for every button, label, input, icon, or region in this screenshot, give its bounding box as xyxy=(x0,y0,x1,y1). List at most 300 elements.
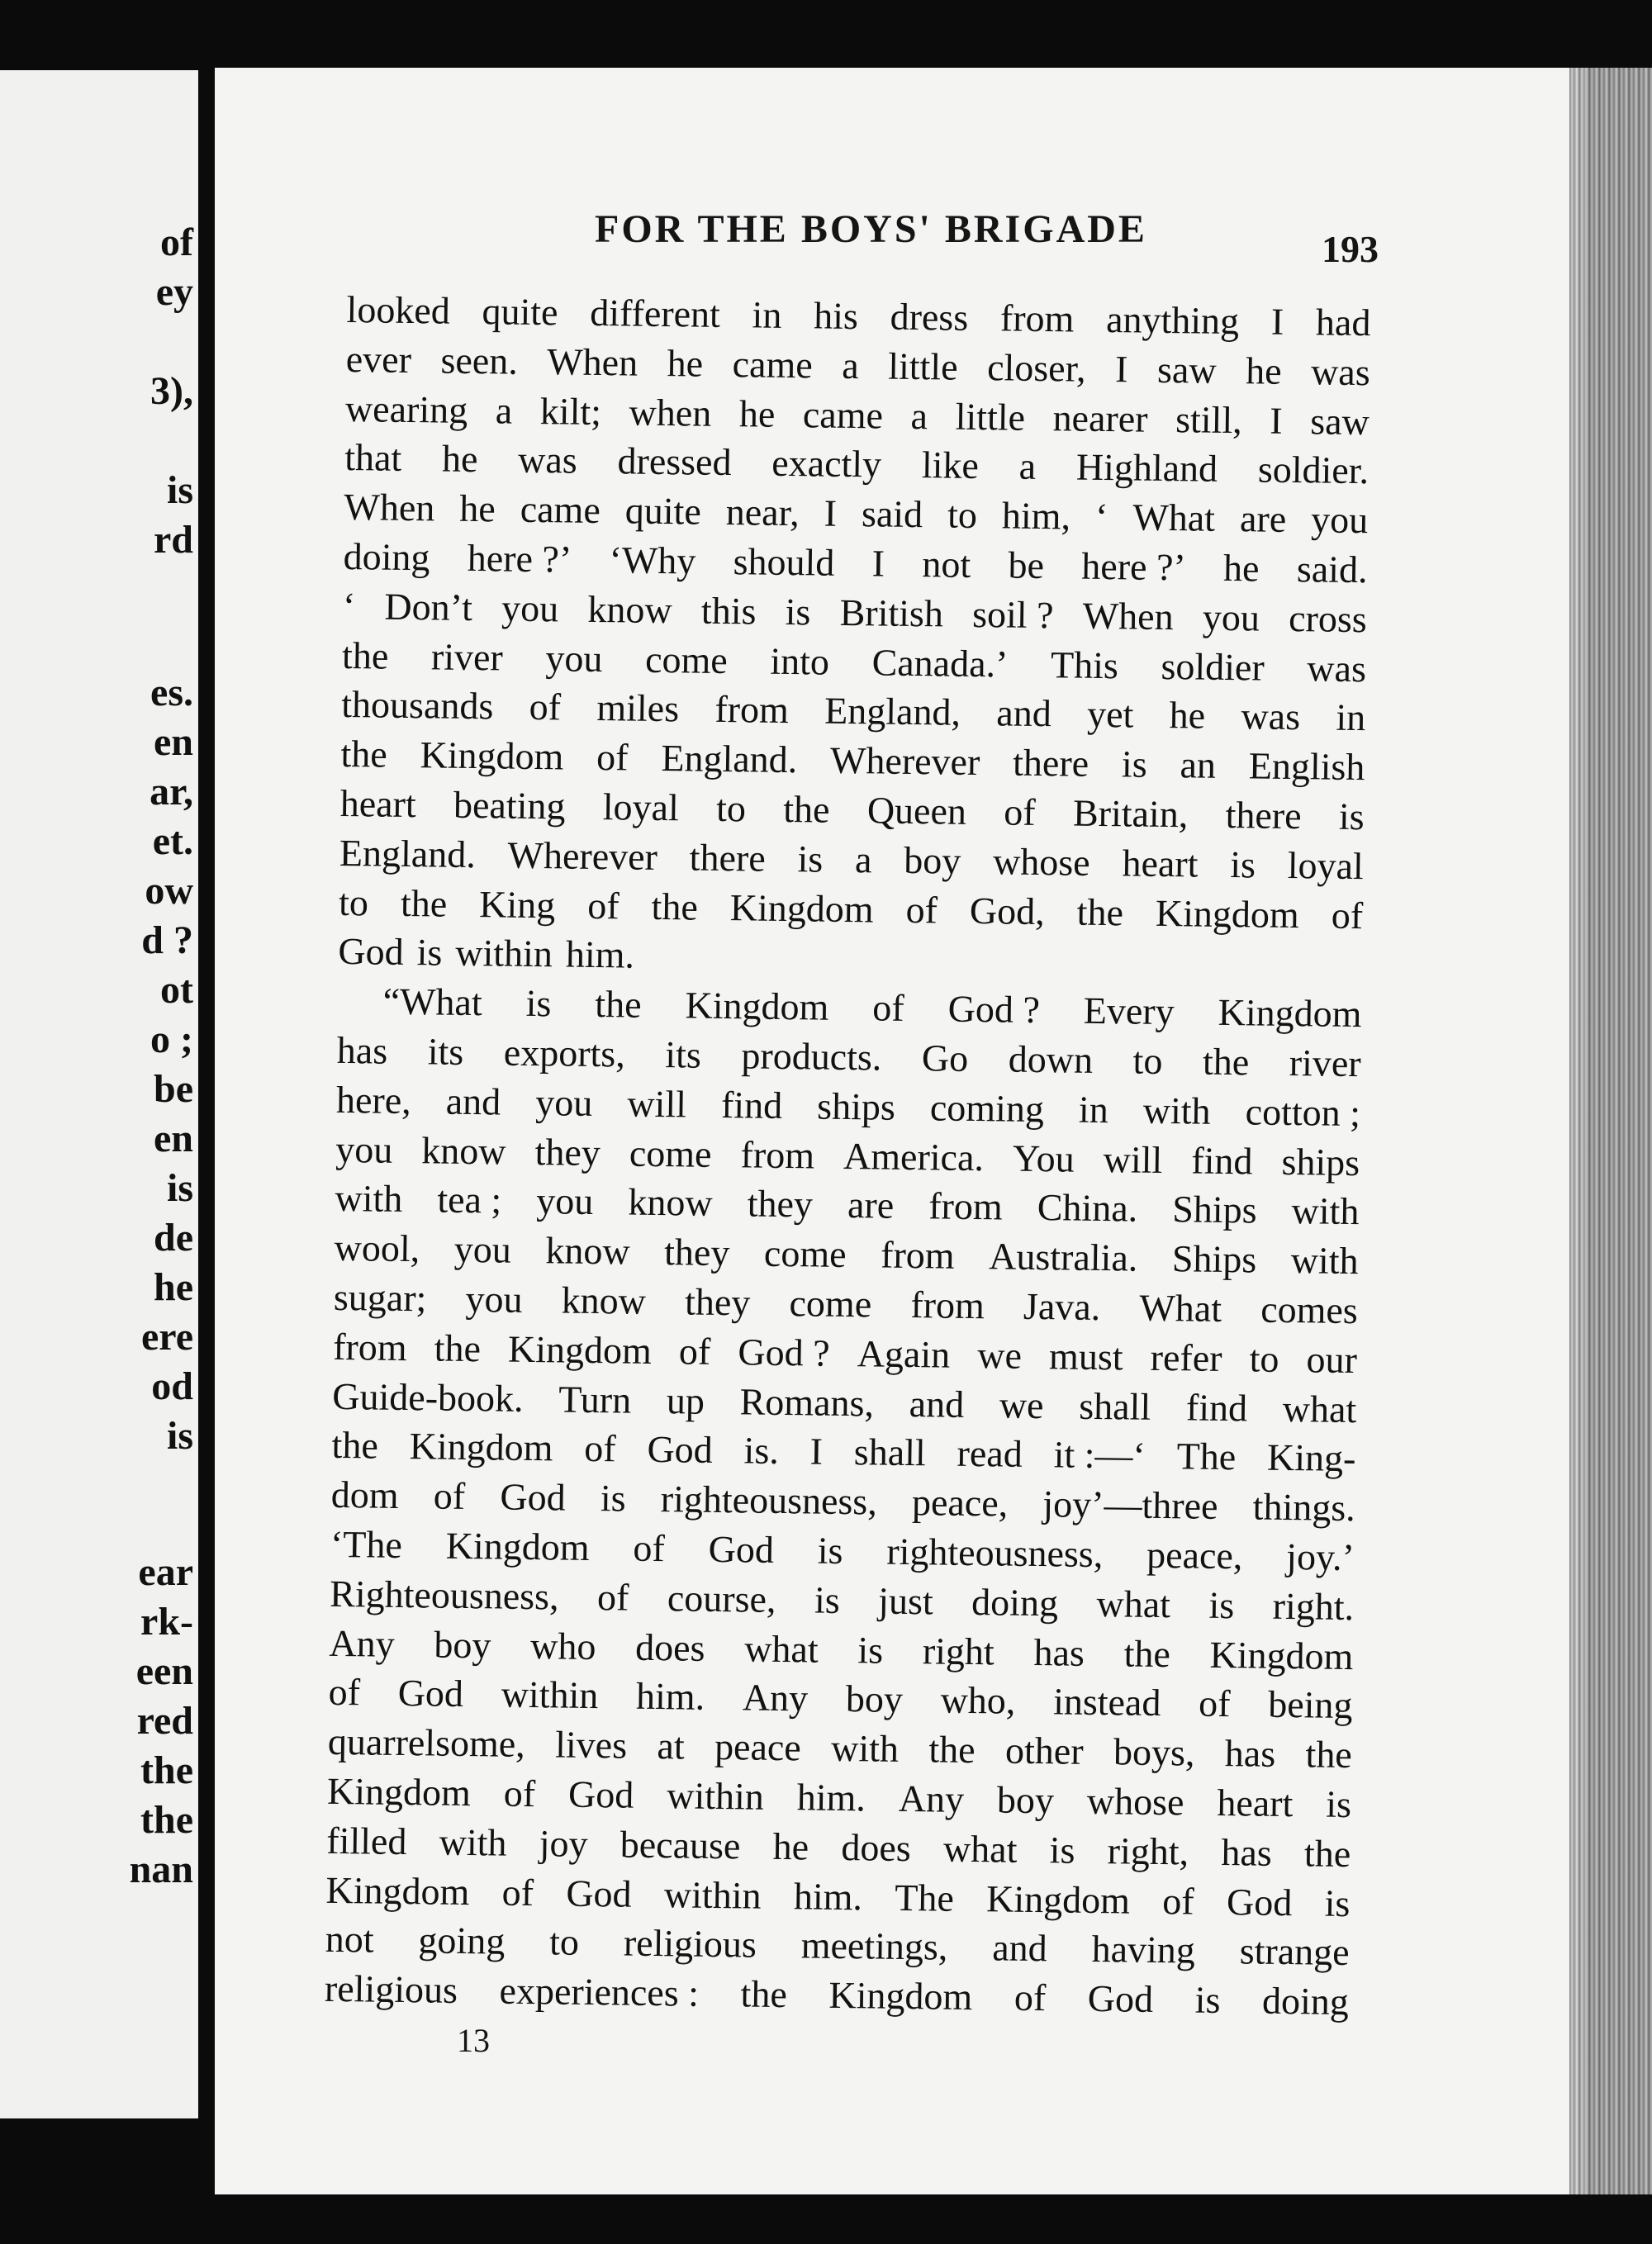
word: shall xyxy=(1078,1384,1151,1428)
word: within xyxy=(455,932,553,975)
word: a xyxy=(910,394,928,437)
word: what xyxy=(1282,1387,1357,1430)
word: This xyxy=(1050,643,1119,686)
word: Kingdom xyxy=(1155,891,1300,936)
word: came xyxy=(732,342,814,387)
word: is xyxy=(1229,842,1256,886)
word: know xyxy=(628,1180,714,1225)
word: Turn xyxy=(558,1378,632,1421)
word: Kingdom xyxy=(1218,991,1362,1036)
word: is xyxy=(1208,1583,1235,1626)
word: When xyxy=(1082,594,1174,638)
word: anything xyxy=(1105,298,1240,343)
word: strange xyxy=(1239,1929,1350,1974)
word: was xyxy=(1310,350,1371,394)
word: here ?’ xyxy=(1081,544,1187,589)
left-page-fragment: is xyxy=(166,468,193,512)
word: from xyxy=(332,1325,407,1369)
left-page-fragment: ar, xyxy=(150,770,193,814)
word: ships xyxy=(1281,1140,1360,1184)
word: little xyxy=(887,344,958,388)
word: yet xyxy=(1086,693,1134,736)
word: Kingdom xyxy=(828,1973,973,2019)
word: to xyxy=(1132,1039,1163,1082)
word: being xyxy=(1267,1683,1353,1727)
word: religious xyxy=(324,1966,458,2012)
word: Any xyxy=(329,1621,396,1665)
word: there xyxy=(1225,793,1302,837)
word: is xyxy=(416,931,443,974)
left-page-fragment: is xyxy=(166,1414,193,1458)
word: I xyxy=(824,491,838,534)
word: you xyxy=(465,1277,523,1321)
word: from xyxy=(714,688,790,732)
word: the xyxy=(434,1326,482,1369)
word: Every xyxy=(1083,989,1175,1033)
word: wool, xyxy=(334,1226,420,1270)
word: different xyxy=(590,291,721,335)
word: ‘The xyxy=(330,1522,403,1566)
word: has xyxy=(1224,1732,1276,1775)
word: peace, xyxy=(1146,1533,1243,1577)
word: other xyxy=(1004,1729,1084,1772)
word: ever xyxy=(345,337,412,381)
left-page-fragment: the xyxy=(140,1798,193,1842)
word: righteousness, xyxy=(886,1530,1104,1576)
word: beating xyxy=(453,783,566,828)
word: he xyxy=(1169,694,1206,738)
word: of xyxy=(678,1330,711,1373)
word: not xyxy=(325,1918,374,1961)
word: doing xyxy=(1261,1979,1350,2023)
word: must xyxy=(1048,1334,1123,1378)
word: was xyxy=(517,439,578,482)
left-page-fragment: ear xyxy=(138,1550,193,1594)
word: right xyxy=(922,1629,995,1672)
word: it :—‘ xyxy=(1053,1433,1146,1478)
word: whose xyxy=(992,840,1091,884)
word: God, xyxy=(969,889,1046,932)
word: is xyxy=(785,590,811,633)
word: we xyxy=(977,1333,1023,1377)
word: Kingdom xyxy=(729,885,874,930)
word: of xyxy=(503,1772,536,1815)
left-page-fragment: nan xyxy=(129,1848,193,1891)
word: God xyxy=(647,1428,714,1472)
word: of xyxy=(872,986,905,1030)
word: find xyxy=(1185,1385,1248,1429)
word: is xyxy=(817,1529,843,1572)
word: shall xyxy=(853,1430,927,1474)
word: the xyxy=(1123,1631,1171,1675)
word: up xyxy=(666,1378,705,1422)
word: a xyxy=(841,344,860,387)
word: ‘ xyxy=(342,584,356,627)
word: of xyxy=(586,884,620,927)
word: saw xyxy=(1156,348,1217,391)
word: instead xyxy=(1052,1680,1161,1725)
word: God xyxy=(708,1527,775,1571)
word: of xyxy=(905,888,938,931)
word: was xyxy=(1307,646,1367,690)
word: is xyxy=(797,837,824,880)
word: saw xyxy=(1309,399,1370,443)
word: came xyxy=(520,487,601,532)
word: quite xyxy=(624,489,702,533)
word: the xyxy=(331,1424,379,1467)
word: The xyxy=(895,1876,955,1919)
word: with xyxy=(1142,1089,1211,1132)
word: know xyxy=(561,1279,647,1322)
word: of xyxy=(1331,894,1364,937)
word: quarrelsome, xyxy=(327,1720,526,1766)
word: who xyxy=(529,1624,596,1668)
word: the xyxy=(1202,1040,1250,1084)
word: I xyxy=(1269,399,1283,442)
word: filled xyxy=(326,1819,407,1862)
left-page-fragment: ow xyxy=(145,869,193,913)
word: What xyxy=(1139,1286,1222,1330)
word: dom xyxy=(330,1473,399,1517)
word: to xyxy=(1249,1337,1279,1380)
word: within xyxy=(666,1774,765,1818)
word: to xyxy=(947,493,978,537)
word: does xyxy=(841,1825,912,1869)
word: come xyxy=(644,638,729,681)
left-page-fragment: the xyxy=(140,1748,193,1792)
word: Go xyxy=(921,1037,969,1079)
word: you xyxy=(453,1227,512,1271)
word: an xyxy=(1180,743,1217,786)
word: thousands xyxy=(341,683,494,728)
word: come xyxy=(763,1231,847,1276)
word: with xyxy=(1291,1189,1360,1233)
word: within xyxy=(501,1672,599,1717)
word: you xyxy=(501,586,559,630)
page-edge-shadow xyxy=(1569,68,1652,2194)
word: wearing xyxy=(344,387,468,431)
word: with xyxy=(830,1726,900,1771)
word: our xyxy=(1306,1338,1358,1381)
word: is xyxy=(1121,742,1148,785)
word: is xyxy=(1338,795,1365,838)
word: find xyxy=(720,1083,783,1127)
word: “What xyxy=(382,980,483,1024)
word: America. xyxy=(843,1134,985,1179)
word: boy xyxy=(434,1623,491,1666)
word: China. xyxy=(1037,1186,1138,1230)
word: are xyxy=(847,1184,895,1227)
word: come xyxy=(629,1131,712,1175)
word: joy.’ xyxy=(1285,1535,1355,1579)
word: is xyxy=(1049,1829,1075,1872)
word: know xyxy=(421,1128,506,1173)
word: British xyxy=(839,591,944,635)
word: said xyxy=(861,492,923,536)
word: of xyxy=(1162,1879,1195,1923)
word: he xyxy=(772,1824,809,1868)
word: from xyxy=(999,297,1075,340)
word: of xyxy=(1004,790,1037,833)
word: meetings, xyxy=(800,1924,948,1968)
left-page-fragment: ey xyxy=(155,270,193,314)
word: Guide-book. xyxy=(332,1374,524,1420)
left-page-fragment: en xyxy=(154,1117,193,1160)
word: dress xyxy=(890,295,969,339)
word: Wherever xyxy=(507,833,658,878)
word: seen. xyxy=(440,339,519,382)
word: you xyxy=(536,1179,594,1223)
word: Kingdom xyxy=(409,1425,553,1469)
word: doing xyxy=(343,534,430,579)
left-page-fragment: de xyxy=(154,1216,193,1260)
word: come xyxy=(789,1282,872,1326)
word: him. xyxy=(635,1675,705,1719)
word: Kingdom xyxy=(445,1524,590,1568)
word: quite xyxy=(482,290,558,334)
word: in xyxy=(1078,1088,1109,1131)
word: he xyxy=(667,341,704,385)
word: I xyxy=(1270,300,1284,343)
word: God xyxy=(500,1475,567,1519)
word: a xyxy=(1018,445,1037,488)
word: river xyxy=(1289,1041,1361,1085)
word: his xyxy=(813,294,859,338)
word: will xyxy=(627,1082,687,1126)
left-page-fragment: be xyxy=(154,1067,193,1111)
word: are xyxy=(1239,497,1287,541)
word: Java. xyxy=(1023,1284,1101,1328)
word: lives xyxy=(554,1723,628,1767)
word: is xyxy=(814,1578,841,1621)
word: The xyxy=(1176,1435,1237,1478)
word: Australia. xyxy=(988,1235,1138,1279)
word: Highland xyxy=(1075,445,1218,491)
word: soldier. xyxy=(1257,448,1370,492)
word: of xyxy=(433,1474,466,1518)
word: should xyxy=(733,540,835,584)
left-page-fragment: een xyxy=(135,1649,193,1693)
word: from xyxy=(928,1184,1004,1228)
word: Ships xyxy=(1171,1188,1257,1231)
word: near, xyxy=(725,491,800,534)
word: and xyxy=(445,1079,501,1123)
word: loyal xyxy=(1287,843,1365,887)
word: like xyxy=(921,444,980,487)
word: boy xyxy=(996,1778,1055,1822)
left-page-fragment: 3), xyxy=(150,369,193,413)
word: of xyxy=(583,1427,616,1470)
word: is xyxy=(525,982,552,1025)
word: what xyxy=(1096,1582,1171,1625)
word: Ships xyxy=(1171,1237,1257,1281)
word: tea ; xyxy=(437,1178,502,1222)
left-page-fragment: of xyxy=(160,221,193,264)
running-title: FOR THE BOYS' BRIGADE xyxy=(595,207,1147,251)
word: heart xyxy=(1122,842,1199,885)
word: he xyxy=(1245,349,1282,392)
word: soldier xyxy=(1161,644,1265,689)
word: joy’—three xyxy=(1042,1483,1218,1528)
word: because xyxy=(620,1823,741,1867)
word: find xyxy=(1191,1139,1253,1182)
word: when xyxy=(629,391,712,434)
word: with xyxy=(439,1820,507,1864)
word: the xyxy=(595,983,642,1026)
word: from xyxy=(880,1233,955,1277)
previous-page-fragment xyxy=(0,70,198,2118)
word: Britain, xyxy=(1072,791,1189,836)
word: When xyxy=(344,486,435,529)
word: things. xyxy=(1252,1485,1356,1530)
word: the xyxy=(740,1972,788,2016)
left-page-fragment: rd xyxy=(154,518,193,562)
word: of xyxy=(596,736,629,779)
word: peace, xyxy=(911,1481,1009,1525)
word: is xyxy=(600,1477,626,1520)
signature-mark: 13 xyxy=(457,2022,490,2059)
word: know xyxy=(545,1229,630,1273)
word: King xyxy=(478,882,556,926)
word: be xyxy=(1008,543,1045,587)
word: you xyxy=(1202,595,1260,639)
word: I xyxy=(1114,347,1128,391)
word: he xyxy=(738,391,776,435)
word: coming xyxy=(929,1086,1045,1130)
word: you xyxy=(545,636,603,680)
word: cross xyxy=(1288,596,1368,640)
word: said. xyxy=(1296,548,1368,591)
word: ‘ xyxy=(1094,496,1108,538)
word: Kingdom xyxy=(1209,1633,1354,1677)
word: I xyxy=(809,1430,824,1473)
word: God ? xyxy=(947,987,1041,1032)
word: from xyxy=(740,1132,815,1177)
word: nearer xyxy=(1052,396,1148,440)
word: to xyxy=(715,786,747,830)
word: him. xyxy=(565,932,635,976)
word: with xyxy=(1290,1239,1359,1283)
word: the xyxy=(651,885,699,928)
word: products. xyxy=(741,1034,882,1079)
word: Again xyxy=(857,1331,951,1376)
word: Kingdom xyxy=(507,1327,653,1372)
word: of xyxy=(633,1526,666,1570)
word: that xyxy=(344,436,402,480)
word: and xyxy=(996,691,1052,735)
word: the xyxy=(1076,890,1124,933)
word: still, xyxy=(1175,397,1243,441)
word: the xyxy=(1303,1832,1351,1875)
left-page-fragment: red xyxy=(136,1699,193,1743)
word: King- xyxy=(1266,1436,1356,1480)
word: him. xyxy=(793,1874,863,1918)
word: a xyxy=(854,837,872,881)
word: doing xyxy=(971,1580,1059,1625)
word: you xyxy=(535,1080,593,1124)
word: little xyxy=(955,395,1026,439)
word: is xyxy=(1325,1782,1352,1825)
word: you xyxy=(335,1127,393,1171)
body-text xyxy=(325,285,1371,2027)
word: boy xyxy=(903,838,961,882)
word: right, xyxy=(1107,1829,1189,1873)
left-page-fragment: en xyxy=(154,720,193,764)
left-page-fragment: o ; xyxy=(150,1018,193,1061)
word: God xyxy=(338,930,404,974)
word: they xyxy=(684,1280,751,1324)
word: of xyxy=(501,1871,534,1914)
word: this xyxy=(700,589,757,633)
word: from xyxy=(910,1283,985,1327)
word: boy xyxy=(845,1677,904,1721)
word: Canada.’ xyxy=(871,640,1009,686)
word: dressed xyxy=(617,439,732,484)
word: loyal xyxy=(602,785,680,829)
word: Kingdom xyxy=(325,1868,470,1913)
word: boys, xyxy=(1113,1730,1195,1774)
word: the xyxy=(1305,1733,1353,1777)
word: God xyxy=(566,1872,632,1915)
word: what xyxy=(942,1827,1018,1871)
word: ‘Why xyxy=(609,538,696,582)
word: I xyxy=(871,542,885,585)
word: at xyxy=(657,1725,686,1767)
word: English xyxy=(1248,744,1365,789)
left-page-fragment: d ? xyxy=(141,918,193,962)
word: exports, xyxy=(503,1031,626,1075)
word: God ? xyxy=(738,1331,830,1374)
word: is xyxy=(1324,1881,1351,1924)
word: Kingdom xyxy=(985,1876,1131,1922)
word: we xyxy=(999,1383,1044,1426)
word: you xyxy=(1310,498,1369,542)
word: Don’t xyxy=(384,585,473,629)
word: came xyxy=(802,392,884,437)
left-page-fragment: is xyxy=(166,1166,193,1210)
word: was xyxy=(1241,695,1301,738)
word: Queen xyxy=(866,789,967,833)
page-number: 193 xyxy=(1322,228,1379,270)
word: of xyxy=(596,1575,629,1619)
word: down xyxy=(1008,1037,1094,1081)
word: Romans, xyxy=(739,1379,875,1424)
word: has xyxy=(336,1028,388,1072)
word: miles xyxy=(596,686,680,730)
word: joy xyxy=(539,1821,588,1865)
word: they xyxy=(534,1130,601,1174)
word: soil ? xyxy=(971,592,1054,637)
word: does xyxy=(634,1625,705,1669)
word: is. xyxy=(743,1429,780,1473)
word: is xyxy=(1194,1978,1221,2022)
left-page-fragment: ot xyxy=(160,968,193,1012)
word: what xyxy=(743,1626,819,1671)
word: Kingdom xyxy=(420,733,564,778)
word: the xyxy=(340,733,388,776)
word: within xyxy=(663,1872,762,1917)
word: they xyxy=(747,1182,814,1226)
word: closer, xyxy=(986,345,1086,390)
word: the xyxy=(783,787,830,831)
word: has xyxy=(1221,1830,1273,1874)
word: God xyxy=(397,1672,464,1715)
word: peace xyxy=(714,1725,802,1769)
word: will xyxy=(1103,1137,1163,1181)
left-page-fragment: ere xyxy=(140,1315,193,1359)
word: of xyxy=(1198,1682,1231,1725)
word: England. xyxy=(661,737,798,781)
